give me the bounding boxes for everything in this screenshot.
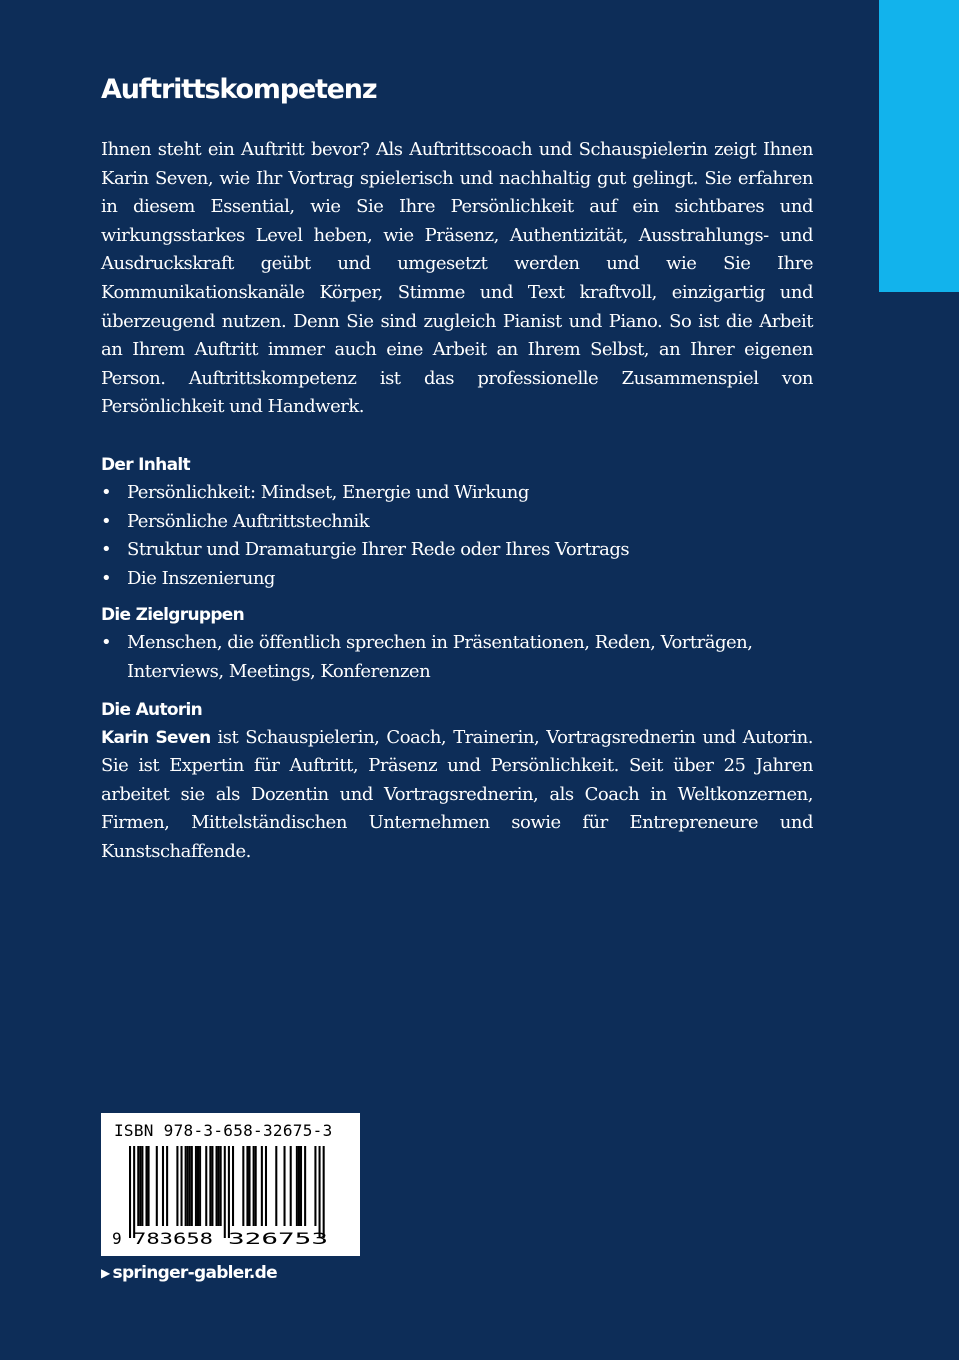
barcode-guard-bar	[224, 1146, 226, 1238]
author-bio-text: ist Schauspielerin, Coach, Trainerin, Vortragsrednerin und Autorin. Sie ist Expertin für Auftritt, Präsenz und Persönlichkeit. Seit über 25 Jahren arbeitet sie als Dozentin und Vortragsrednerin, als Coach in Weltkonzernen, Firmen, Mittelständischen Unternehmen sowie für Entrepreneure und Kunstschaffende.	[101, 726, 813, 862]
back-cover-content	[101, 136, 813, 866]
bullet-icon: •	[101, 632, 112, 654]
bullet-icon: •	[101, 539, 112, 561]
barcode-bar	[242, 1146, 244, 1226]
bullet-icon: •	[101, 567, 112, 589]
heading-der-inhalt: Der Inhalt	[101, 454, 190, 475]
isbn-barcode	[101, 1113, 360, 1256]
heading-die-autorin: Die Autorin	[101, 699, 203, 720]
barcode-bar	[253, 1146, 255, 1226]
barcode-bar	[137, 1146, 139, 1226]
bullet-icon: •	[101, 510, 112, 532]
barcode-guard-bar	[323, 1146, 325, 1238]
inhalt-list	[101, 479, 813, 593]
barcode-bar	[156, 1146, 158, 1226]
barcode-graphic	[101, 1113, 360, 1256]
barcode-bar	[205, 1146, 207, 1226]
barcode-bar	[232, 1146, 234, 1226]
barcode-bar	[145, 1146, 147, 1226]
barcode-bars	[129, 1146, 325, 1238]
barcode-bar	[290, 1146, 292, 1226]
barcode-bar	[189, 1146, 191, 1226]
list-item-text: Struktur und Dramaturgie Ihrer Rede oder Ihres Vortrags	[127, 539, 630, 561]
barcode-bar	[148, 1146, 150, 1226]
barcode-right-digits: 326753	[228, 1229, 328, 1248]
barcode-bar	[195, 1146, 197, 1226]
list-item	[101, 629, 813, 686]
barcode-bar	[246, 1146, 248, 1226]
barcode-bar	[199, 1146, 201, 1226]
author-bio	[101, 724, 813, 867]
barcode-bar	[248, 1146, 250, 1226]
barcode-left-digits: 783658	[133, 1229, 213, 1248]
barcode-guard-bar	[228, 1146, 230, 1238]
barcode-bar	[216, 1146, 218, 1226]
barcode-bar	[166, 1146, 168, 1226]
barcode-bar	[191, 1146, 193, 1226]
heading-die-zielgruppen: Die Zielgruppen	[101, 605, 245, 626]
accent-bar	[879, 0, 959, 292]
author-name: Karin Seven	[101, 727, 211, 748]
barcode-bar	[220, 1146, 222, 1226]
barcode-bar	[162, 1146, 164, 1226]
barcode-guard-bar	[129, 1146, 131, 1238]
barcode-bar	[304, 1146, 306, 1226]
list-item-text-line-2: Interviews, Meetings, Konferenzen	[127, 660, 431, 682]
book-title: Auftrittskompetenz	[101, 74, 377, 105]
barcode-bar	[298, 1146, 300, 1226]
barcode-guard-bar	[133, 1146, 135, 1238]
bullet-icon: •	[101, 481, 112, 503]
play-arrow-icon: ▶	[101, 1266, 110, 1280]
barcode-first-digit: 9	[112, 1229, 122, 1248]
barcode-bar	[261, 1146, 263, 1226]
barcode-bar	[209, 1146, 211, 1226]
publisher-url: springer-gabler.de	[112, 1263, 277, 1283]
list-item	[101, 565, 813, 594]
list-item-text: Die Inszenierung	[127, 567, 275, 589]
publisher-link[interactable]	[101, 1261, 277, 1285]
barcode-bar	[314, 1146, 316, 1226]
list-item	[101, 508, 813, 537]
barcode-bar	[255, 1146, 257, 1226]
barcode-bar	[197, 1146, 199, 1226]
barcode-bar	[300, 1146, 302, 1226]
list-item-text-line-1: Menschen, die öffentlich sprechen in Präsentationen, Reden, Vorträgen,	[127, 632, 753, 654]
list-item	[101, 536, 813, 565]
barcode-bar	[185, 1146, 187, 1226]
barcode-bar	[265, 1146, 267, 1226]
barcode-bar	[284, 1146, 286, 1226]
barcode-bar	[141, 1146, 143, 1226]
list-item-text: Persönliche Auftrittstechnik	[127, 510, 370, 532]
list-item-text: Persönlichkeit: Mindset, Energie und Wirkung	[127, 481, 529, 503]
barcode-guard-bar	[319, 1146, 321, 1238]
barcode-bar	[218, 1146, 220, 1226]
isbn-label: ISBN 978-3-658-32675-3	[114, 1121, 333, 1140]
barcode-bar	[211, 1146, 213, 1226]
barcode-bar	[296, 1146, 298, 1226]
zielgruppen-list	[101, 629, 813, 686]
barcode-bar	[187, 1146, 189, 1226]
barcode-bar	[275, 1146, 277, 1226]
list-item	[101, 479, 813, 508]
barcode-bar	[176, 1146, 178, 1226]
barcode-bar	[181, 1146, 183, 1226]
intro-paragraph: Ihnen steht ein Auftritt bevor? Als Auftrittscoach und Schauspielerin zeigt Ihnen Karin Seven, wie Ihr Vortrag spielerisch und nachhaltig gut gelingt. Sie erfahren in diesem Essential, wie Sie Ihre Persönlichkeit auf ein sichtbares und wirkungsstarkes Level heben, wie Präsenz, Authentizität, Ausstrahlungs- und Ausdruckskraft geübt und umgesetzt werden und wie Sie Ihre Kommunikationskanäle Körper, Stimme und Text kraftvoll, einzigartig und überzeugend nutzen. Denn Sie sind zugleich Pianist und Piano. So ist die Arbeit an Ihrem Auftritt immer auch eine Arbeit an Ihrem Selbst, an Ihrer eigenen Person. Auftrittskompetenz ist das professionelle Zusammenspiel von Persönlichkeit und Handwerk.	[101, 139, 813, 418]
barcode-bar	[139, 1146, 141, 1226]
